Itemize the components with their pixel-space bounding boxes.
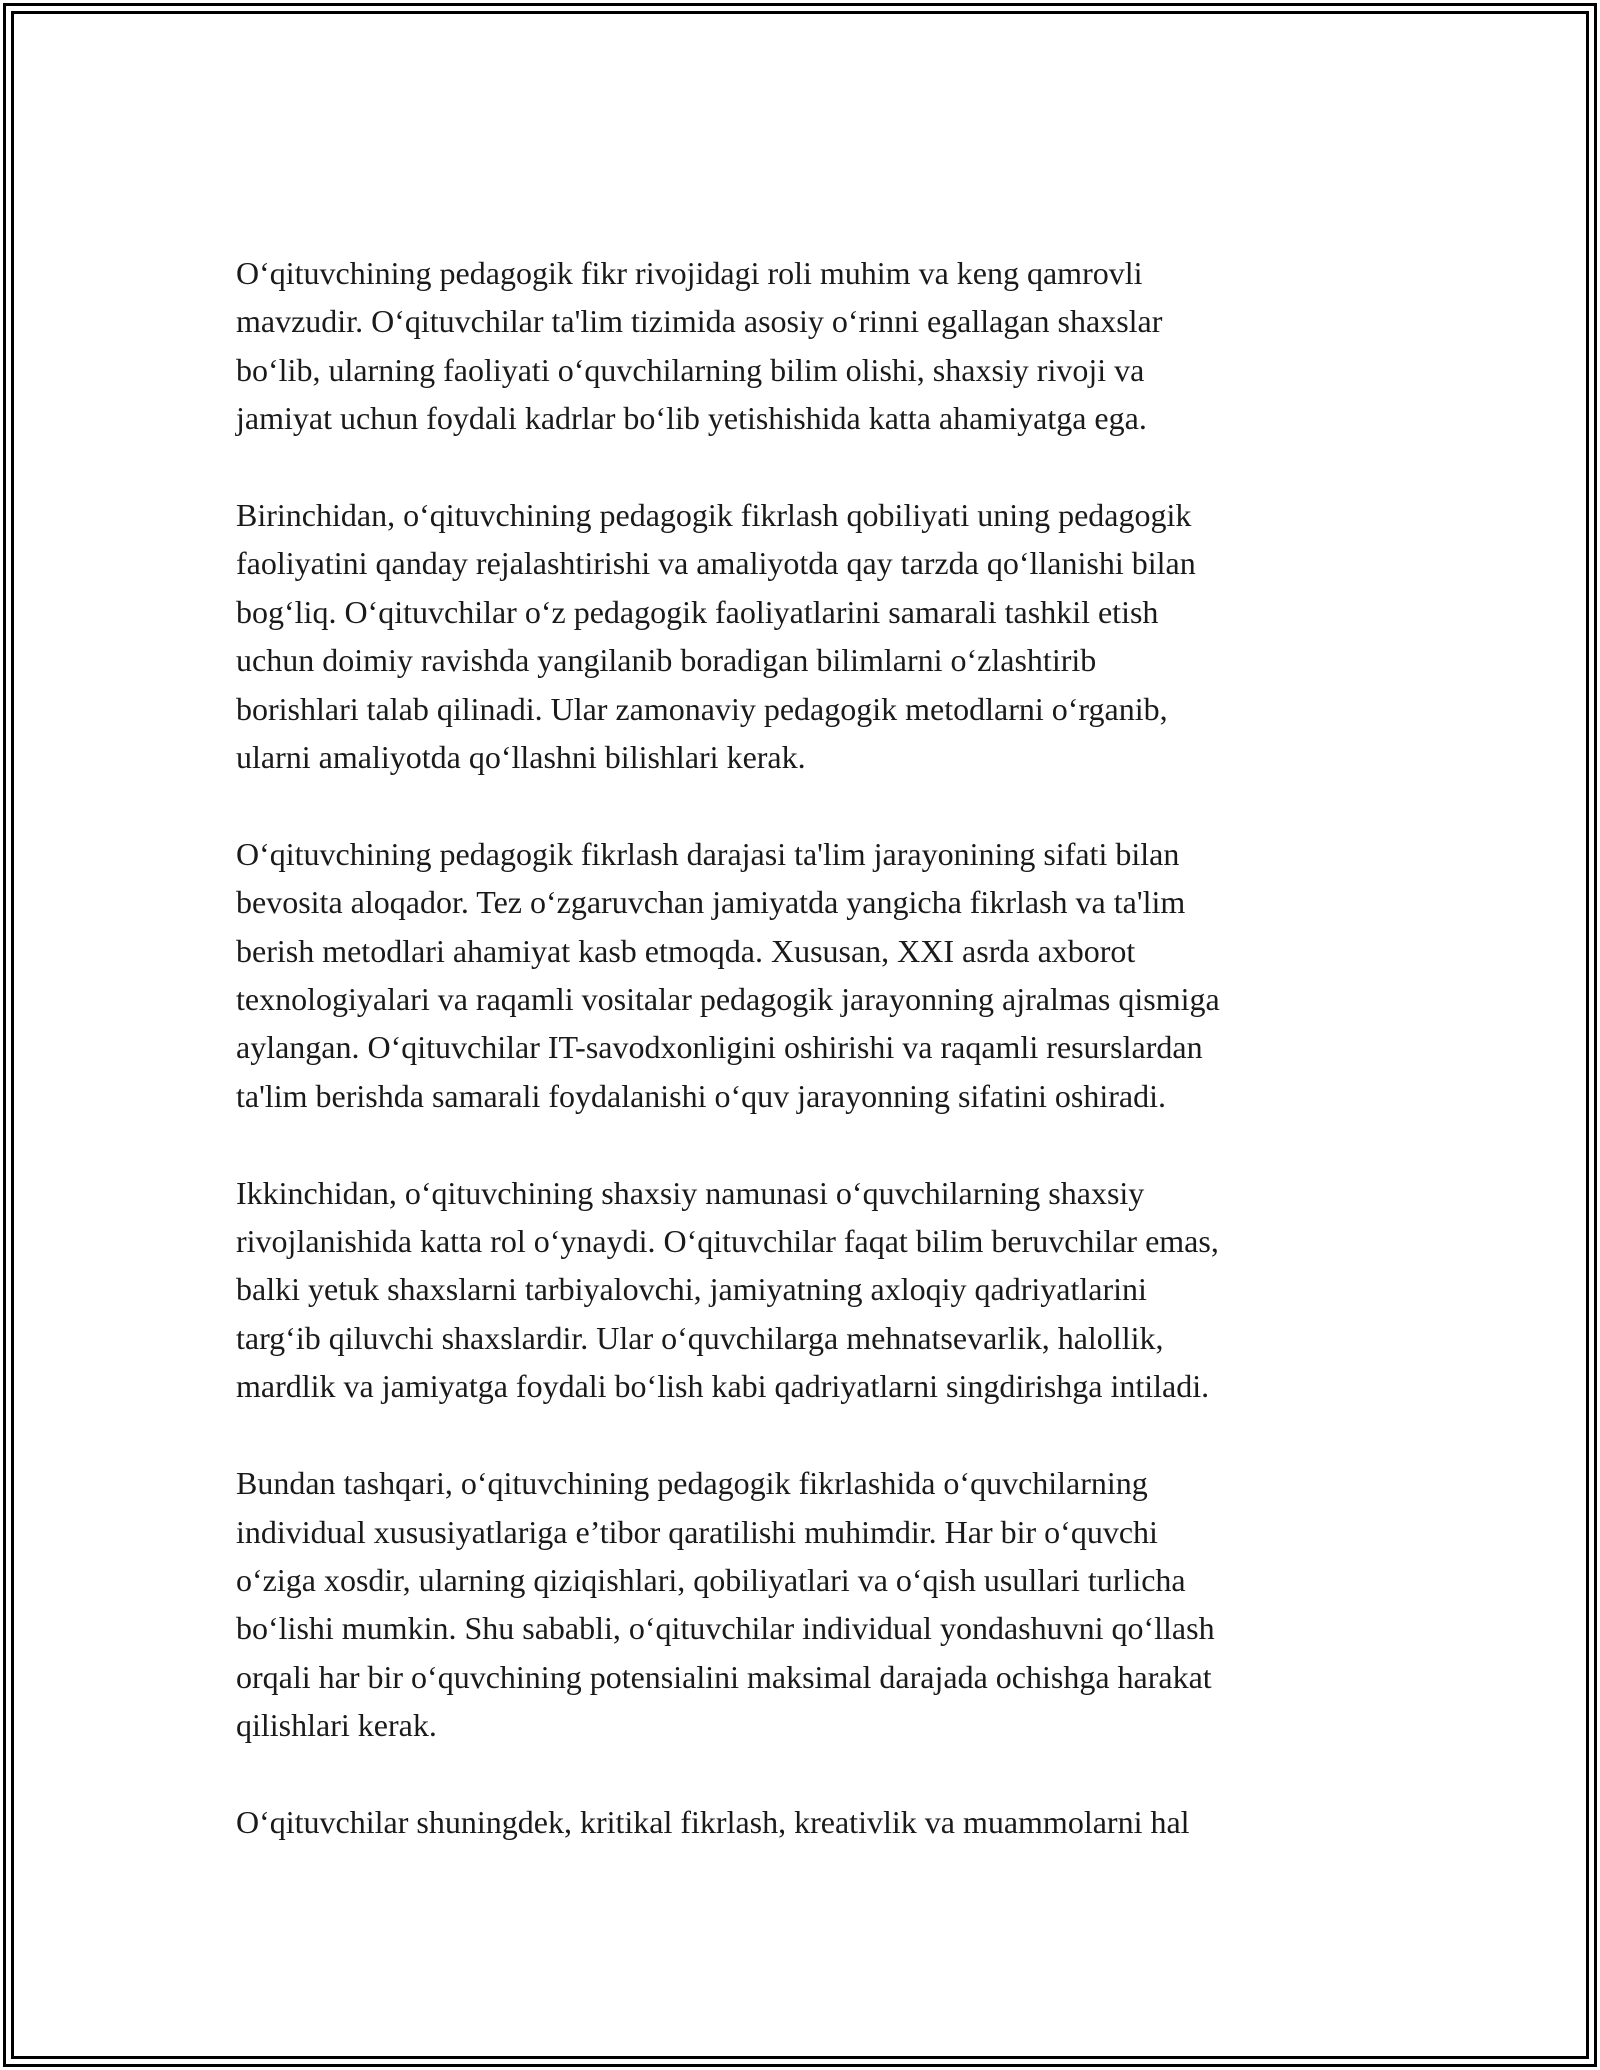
paragraph: O‘qituvchining pedagogik fikrlash darajasi ta'lim jarayonining sifati bilan bevosita aloqador. Tez o‘zgaruvchan jamiyatda yangicha fikrlash va ta'lim berish metodlari ahamiyat kasb etmoqda. Xususan, XXI asrda axborot texnologiyalari va raqamli vositalar pedagogik jarayonning ajralmas qismiga aylangan. O‘qituvchilar IT-savodxonligini oshirishi va raqamli resurslardan ta'lim berishda samarali foydalanishi o‘quv jarayonning sifatini oshiradi. <box>236 835 1220 1114</box>
paragraph: Bundan tashqari, o‘qituvchining pedagogik fikrlashida o‘quvchilarning individual xususiyatlariga e’tibor qaratilishi muhimdir. Har bir o‘quvchi o‘ziga xosdir, ularning qiziqishlari, qobiliyatlari va o‘qish usullari turlicha bo‘lishi mumkin. Shu sababli, o‘qituvchilar individual yondashuvni qo‘llash orqali har bir o‘quvchining potensialini maksimal darajada ochishga harakat qilishlari kerak. <box>236 1465 1215 1744</box>
paragraph: Birinchidan, o‘qituvchining pedagogik fikrlash qobiliyati uning pedagogik faoliyatini qanday rejalashtirishi va amaliyotda qay tarzda qo‘llanishi bilan bog‘liq. O‘qituvchilar o‘z pedagogik faoliyatlarini samarali tashkil etish uchun doimiy ravishda yangilanib boradigan bilimlarni o‘zlashtirib borishlari talab qilinadi. Ular zamonaviy pedagogik metodlarni o‘rganib, ularni amaliyotda qo‘llashni bilishlari kerak. <box>236 497 1196 776</box>
paragraph: O‘qituvchining pedagogik fikr rivojidagi roli muhim va keng qamrovli mavzudir. O‘qituvchilar ta'lim tizimida asosiy o‘rinni egallagan shaxslar bo‘lib, ularning faoliyati o‘quvchilarning bilim olishi, shaxsiy rivoji va jamiyat uchun foydali kadrlar bo‘lib yetishishida katta ahamiyatga ega. <box>236 255 1163 437</box>
paragraph: Ikkinchidan, o‘qituvchining shaxsiy namunasi o‘quvchilarning shaxsiy rivojlanishida katta rol o‘ynaydi. O‘qituvchilar faqat bilim beruvchilar emas, balki yetuk shaxslarni tarbiyalovchi, jamiyatning axloqiy qadriyatlarini targ‘ib qiluvchi shaxslardir. Ular o‘quvchilarga mehnatsevarlik, halollik, mardlik va jamiyatga foydali bo‘lish kabi qadriyatlarni singdirishga intiladi. <box>236 1174 1219 1405</box>
document-body <box>236 249 1386 1895</box>
paragraph: O‘qituvchilar shuningdek, kritikal fikrlash, kreativlik va muammolarni hal <box>236 1803 1190 1840</box>
